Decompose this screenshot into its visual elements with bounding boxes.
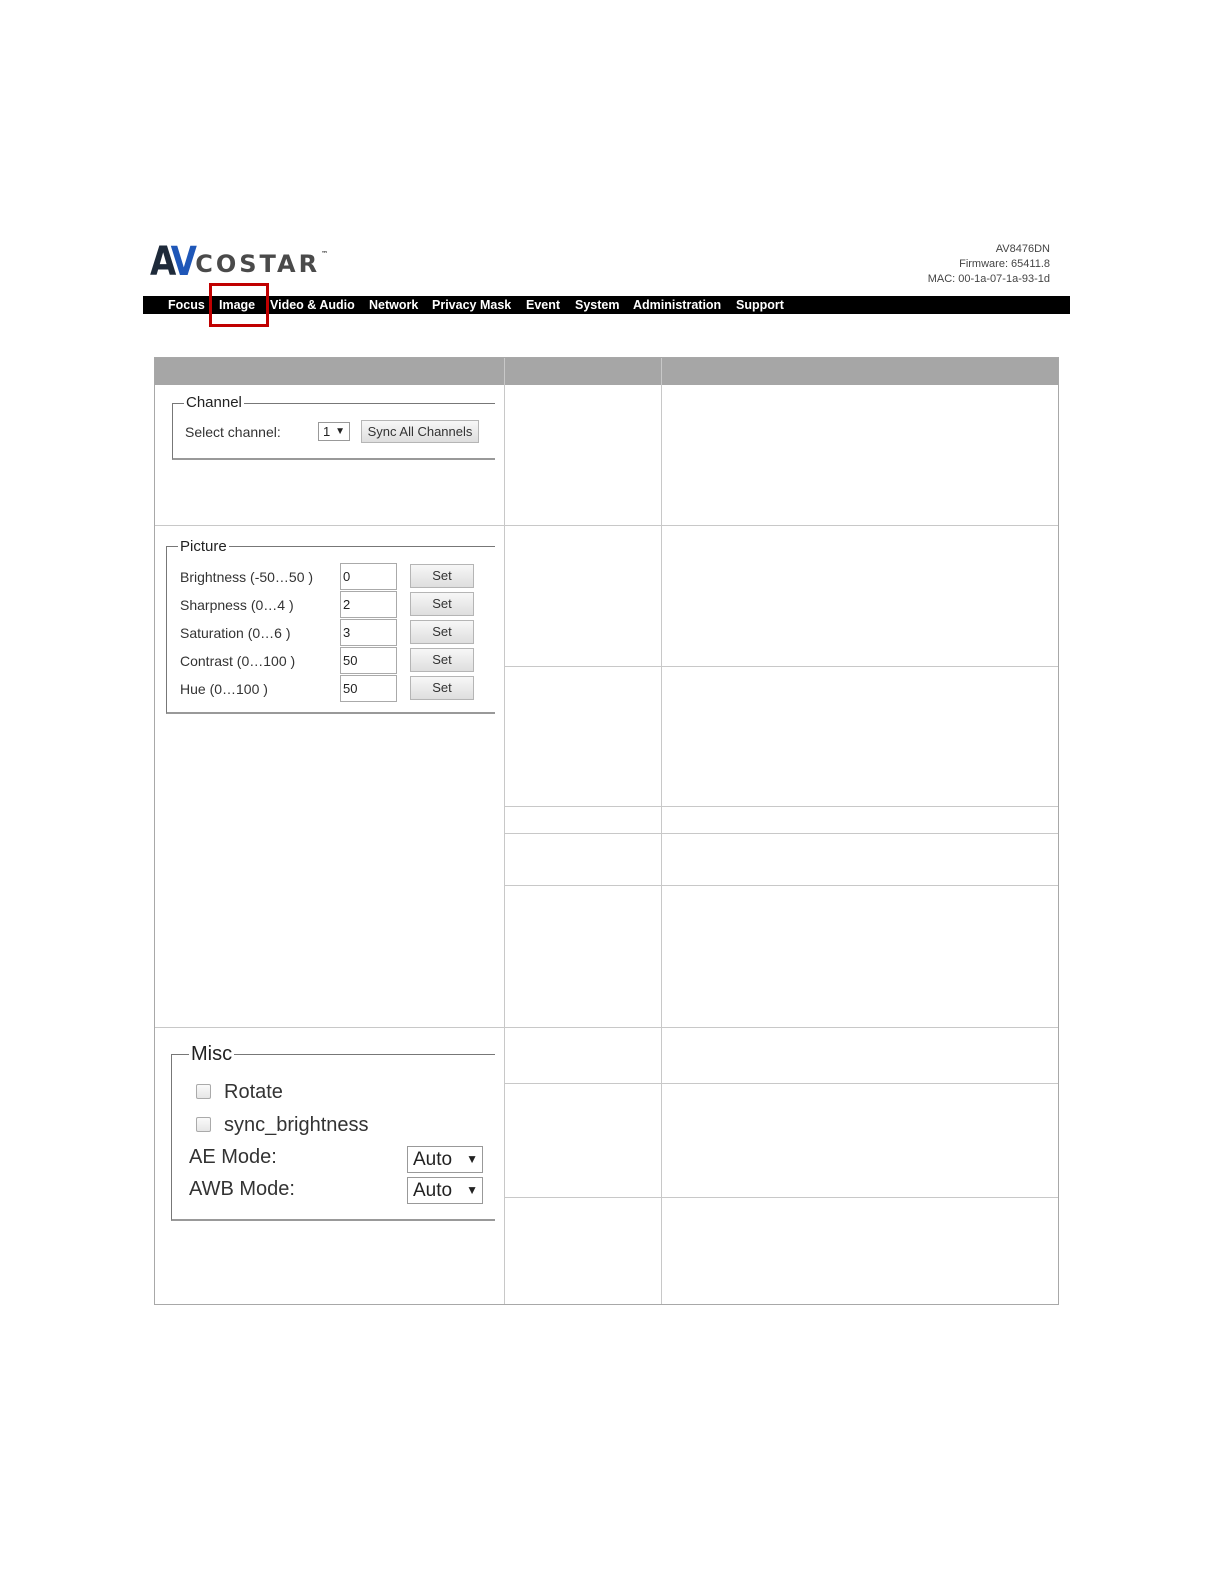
brightness-label: Brightness (-50…50 ) bbox=[180, 569, 314, 585]
contrast-set-button[interactable]: Set bbox=[410, 648, 474, 672]
table-header bbox=[155, 358, 1058, 385]
ae-mode-label: AE Mode: bbox=[189, 1146, 277, 1168]
channel-select[interactable]: 1 ▼ bbox=[318, 422, 350, 441]
channel-legend: Channel bbox=[186, 394, 242, 411]
main-nav bbox=[143, 296, 1070, 314]
row-divider bbox=[504, 833, 1058, 834]
column-divider bbox=[504, 358, 505, 1304]
row-divider bbox=[504, 666, 1058, 667]
device-firmware: Firmware: 65411.8 bbox=[959, 258, 1050, 270]
chevron-down-icon: ▼ bbox=[466, 1183, 478, 1197]
nav-system[interactable]: System bbox=[575, 298, 620, 312]
contrast-label: Contrast (0…100 ) bbox=[180, 653, 296, 669]
ae-mode-select[interactable]: Auto ▼ bbox=[407, 1146, 483, 1173]
logo-wordmark: COSTAR™ bbox=[195, 250, 332, 278]
sync-brightness-checkbox[interactable] bbox=[196, 1117, 211, 1132]
device-model: AV8476DN bbox=[995, 243, 1050, 255]
nav-video-audio[interactable]: Video & Audio bbox=[270, 298, 355, 312]
row-divider bbox=[504, 885, 1058, 886]
hue-set-button[interactable]: Set bbox=[410, 676, 474, 700]
nav-administration[interactable]: Administration bbox=[633, 298, 722, 312]
column-divider bbox=[661, 358, 662, 1304]
row-divider bbox=[155, 1027, 1058, 1028]
hue-label: Hue (0…100 ) bbox=[180, 681, 268, 697]
saturation-set-button[interactable]: Set bbox=[410, 620, 474, 644]
nav-privacy-mask[interactable]: Privacy Mask bbox=[432, 298, 512, 312]
device-mac: MAC: 00-1a-07-1a-93-1d bbox=[927, 273, 1050, 285]
row-divider bbox=[504, 1197, 1058, 1198]
chevron-down-icon: ▼ bbox=[335, 426, 345, 437]
nav-image[interactable]: Image bbox=[219, 298, 256, 312]
sharpness-input[interactable] bbox=[340, 591, 397, 618]
sync-all-channels-button[interactable]: Sync All Channels bbox=[361, 420, 479, 443]
picture-legend: Picture bbox=[180, 538, 227, 555]
saturation-input[interactable] bbox=[340, 619, 397, 646]
contrast-input[interactable] bbox=[340, 647, 397, 674]
rotate-checkbox[interactable] bbox=[196, 1084, 211, 1099]
brightness-set-button[interactable]: Set bbox=[410, 564, 474, 588]
row-divider bbox=[155, 525, 1058, 526]
select-channel-label: Select channel: bbox=[185, 424, 281, 440]
logo-av-mark: AV bbox=[150, 239, 194, 285]
nav-network[interactable]: Network bbox=[369, 298, 419, 312]
awb-mode-label: AWB Mode: bbox=[189, 1178, 295, 1200]
brightness-input[interactable] bbox=[340, 563, 397, 590]
saturation-label: Saturation (0…6 ) bbox=[180, 625, 291, 641]
row-divider bbox=[504, 1083, 1058, 1084]
nav-event[interactable]: Event bbox=[526, 298, 561, 312]
hue-input[interactable] bbox=[340, 675, 397, 702]
device-info bbox=[928, 242, 1050, 287]
misc-legend: Misc bbox=[191, 1043, 233, 1065]
sync-brightness-label: sync_brightness bbox=[224, 1114, 369, 1136]
avcostar-logo bbox=[150, 239, 332, 285]
settings-table bbox=[154, 357, 1059, 1305]
row-divider bbox=[504, 806, 1058, 807]
nav-focus[interactable]: Focus bbox=[168, 298, 205, 312]
chevron-down-icon: ▼ bbox=[466, 1152, 478, 1166]
sharpness-set-button[interactable]: Set bbox=[410, 592, 474, 616]
awb-mode-select[interactable]: Auto ▼ bbox=[407, 1177, 483, 1204]
rotate-label: Rotate bbox=[224, 1081, 283, 1103]
nav-support[interactable]: Support bbox=[736, 298, 784, 312]
sharpness-label: Sharpness (0…4 ) bbox=[180, 597, 294, 613]
